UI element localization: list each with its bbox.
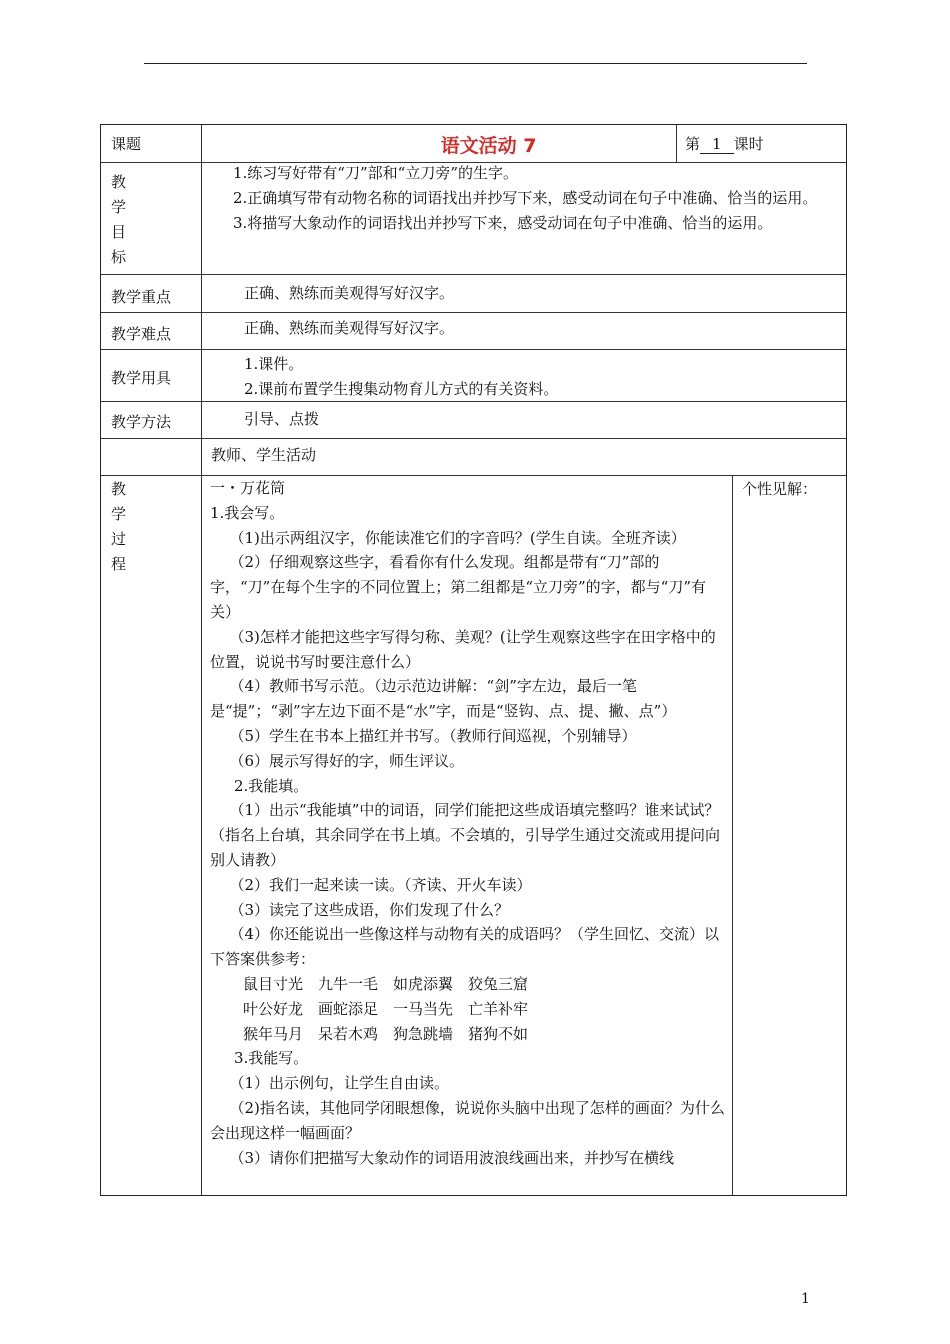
process-line: （3）读完了这些成语，你们发现了什么？ bbox=[229, 900, 510, 919]
process-line: （2）我们一起来读一读。（齐读、开火车读） bbox=[229, 875, 532, 894]
difficulties-label: 教学难点 bbox=[111, 325, 172, 343]
process-line: （4）你还能说出一些像这样与动物有关的成语吗？（学生回忆、交流）以下答案供参考： bbox=[210, 925, 720, 969]
process-line: 1.我会写。 bbox=[210, 503, 285, 522]
process-line: （4）教师书写示范。（边示范边讲解：“剑”字左边，最后一笔是“提”；“剥”字左边下面不是“水”字，而是“竖钩、点、提、撇、点”） bbox=[210, 677, 677, 721]
tool-item: 1.课件。 bbox=[244, 355, 304, 373]
page-number: 1 bbox=[801, 1291, 810, 1307]
tools-content bbox=[244, 352, 558, 402]
idiom-row: 猴年马月 呆若木鸡 狗急跳墙 猪狗不如 bbox=[243, 1024, 529, 1043]
process-line: （3）请你们把描写大象动作的词语用波浪线画出来，并抄写在横线 bbox=[229, 1148, 675, 1167]
goals-label-char: 目 bbox=[111, 223, 127, 241]
personal-insight-label: 个性见解： bbox=[742, 480, 818, 498]
process-label-char: 学 bbox=[111, 505, 127, 523]
column-divider bbox=[201, 125, 202, 1195]
process-label-char: 教 bbox=[111, 480, 127, 498]
process-line: 3.我能写。 bbox=[234, 1049, 309, 1068]
process-line: （3)怎样才能把这些字写得匀称、美观？(让学生观察这些字在田字格中的位置，说说书写时要注意什么） bbox=[210, 627, 716, 671]
row-divider bbox=[101, 349, 846, 350]
process-line: （2）仔细观察这些字，看看你有什么发现。组都是带有“刀”部的字，“刀”在每个生字的不同位置上；第二组都是“立刀旁”的字，都与“刀”有关） bbox=[210, 553, 707, 621]
process-line: 一・万花筒 bbox=[210, 479, 286, 497]
idiom-row: 鼠目寸光 九牛一毛 如虎添翼 狡兔三窟 bbox=[243, 974, 529, 993]
process-line: （2)指名读，其他同学闭眼想像，说说你头脑中出现了怎样的画面？为什么会出现这样一幅画面？ bbox=[210, 1098, 725, 1142]
idiom-row: 叶公好龙 画蛇添足 一马当先 亡羊补牢 bbox=[243, 999, 529, 1018]
difficulties-text: 正确、熟练而美观得写好汉字。 bbox=[244, 319, 455, 337]
goal-item: 2.正确填写带有动物名称的词语找出并抄写下来，感受动词在句子中准确、恰当的运用。 bbox=[233, 188, 818, 207]
process-line: （1）出示例句，让学生自由读。 bbox=[229, 1074, 450, 1093]
goals-label-char: 标 bbox=[111, 248, 127, 266]
tools-label: 教学用具 bbox=[111, 369, 172, 387]
key-points-text: 正确、熟练而美观得写好汉字。 bbox=[244, 284, 455, 302]
key-points-label: 教学重点 bbox=[111, 288, 172, 306]
activity-header: 教师、学生活动 bbox=[211, 446, 317, 464]
lesson-suffix: 课时 bbox=[733, 135, 764, 153]
tool-item: 2.课前布置学生搜集动物育儿方式的有关资料。 bbox=[244, 379, 559, 398]
methods-text: 引导、点拨 bbox=[244, 410, 320, 428]
goals-label-char: 教 bbox=[111, 173, 127, 191]
lesson-plan-table bbox=[100, 124, 847, 1196]
process-label-char: 程 bbox=[111, 555, 127, 573]
process-line: （6）展示写得好的字，师生评议。 bbox=[229, 751, 465, 770]
process-label-char: 过 bbox=[111, 530, 127, 548]
process-line: 2.我能填。 bbox=[234, 776, 309, 795]
lesson-count bbox=[685, 132, 764, 157]
page-title: 语文活动 7 bbox=[440, 135, 537, 157]
goal-item: 3.将描写大象动作的词语找出并抄写下来，感受动词在句子中准确、恰当的运用。 bbox=[233, 213, 773, 232]
process-label bbox=[101, 477, 201, 577]
row-divider bbox=[101, 312, 846, 313]
process-line: （1)出示两组汉字，你能读准它们的字音吗？(学生自读。全班齐读） bbox=[229, 528, 686, 547]
lesson-prefix: 第 bbox=[685, 135, 701, 153]
row-divider bbox=[101, 274, 846, 275]
goals-content bbox=[209, 161, 841, 235]
process-line: （5）学生在书本上描红并书写。（教师行间巡视，个别辅导） bbox=[229, 726, 637, 745]
lesson-number: 1 bbox=[700, 135, 734, 154]
process-content bbox=[210, 476, 726, 1170]
course-label: 课题 bbox=[111, 135, 142, 153]
goal-item: 1.练习写好带有“刀”部和“立刀旁”的生字。 bbox=[233, 164, 518, 182]
methods-label: 教学方法 bbox=[111, 413, 172, 431]
goals-label bbox=[101, 170, 201, 270]
goals-label-char: 学 bbox=[111, 198, 127, 216]
header-rule bbox=[144, 63, 807, 64]
column-divider bbox=[732, 475, 733, 1195]
row-divider bbox=[101, 438, 846, 439]
process-line: （1）出示“我能填”中的词语，同学们能把这些成语填完整吗？谁来试试？（指名上台填，其余同学在书上填。不会填的，引导学生通过交流或用提问向别人请教） bbox=[210, 801, 721, 869]
